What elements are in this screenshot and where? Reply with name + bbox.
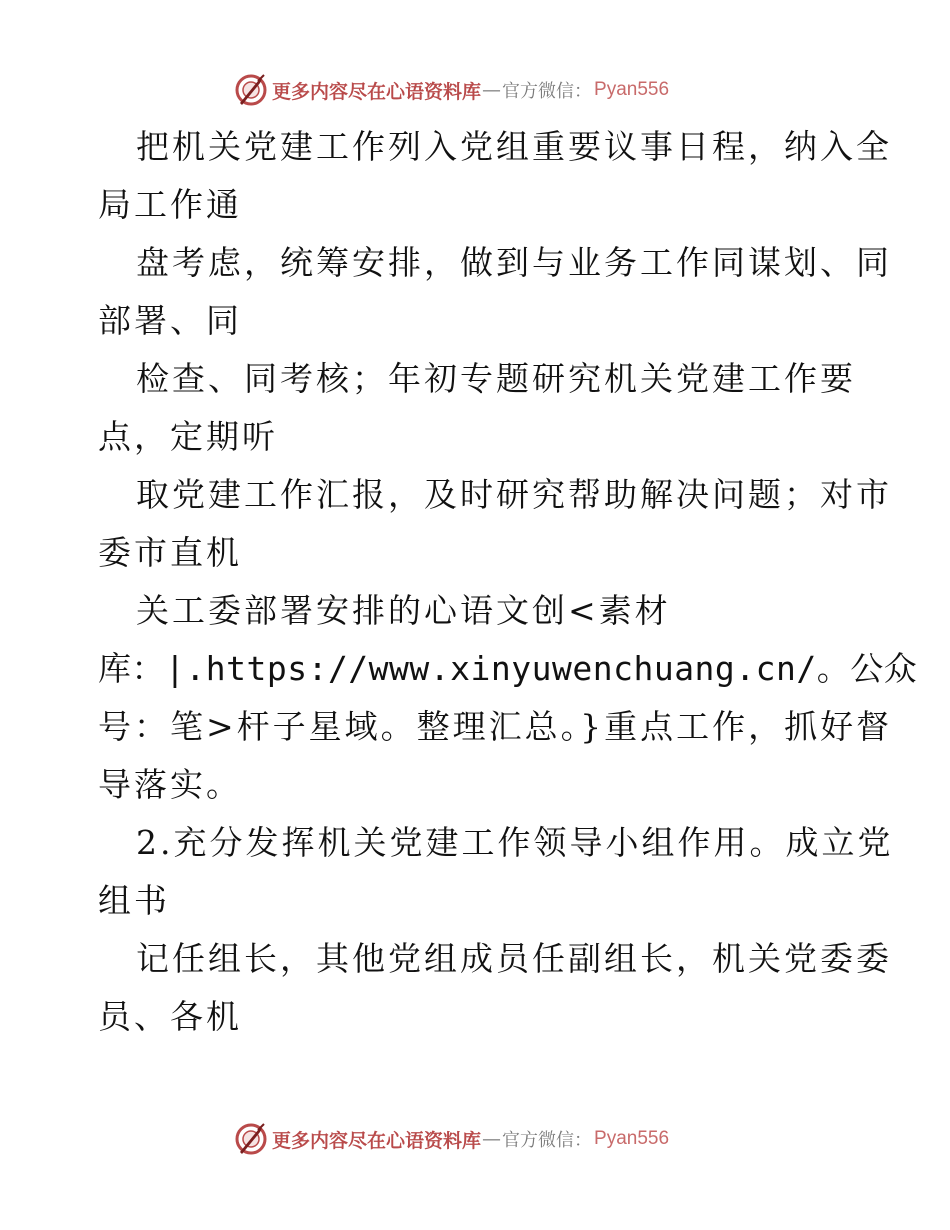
banner-site-text: 更多内容尽在心语资料库 [272,1129,482,1152]
banner-wechat-label: 官方微信： [502,81,593,102]
quill-seal-icon [234,73,268,107]
document-body [98,118,918,1046]
body-line: 局工作通 [98,185,242,224]
body-line: 导落实。 [98,765,242,804]
body-line: 把机关党建工作列入党组重要议事日程，纳入全 [136,127,892,166]
body-line: 点，定期听 [98,417,278,456]
banner-wechat-id: Pyan556 [594,1128,670,1149]
quill-seal-icon [234,1122,268,1156]
body-line: 委市直机 [98,533,242,572]
body-line: 部署、同 [98,301,242,340]
banner-wechat-label: 官方微信： [502,1130,593,1151]
banner-dash: — [482,1128,502,1150]
banner-site-text: 更多内容尽在心语资料库 [272,80,482,103]
header-banner[interactable] [234,72,734,108]
body-line: 检查、同考核；年初专题研究机关党建工作要 [136,359,856,398]
body-line: 号：笔>杆子星域。整理汇总。}重点工作，抓好督 [98,707,893,746]
body-line-url[interactable]: 库：|.https://www.xinyuwenchuang.cn/。公众 [98,649,918,688]
banner-wechat-id: Pyan556 [594,79,670,100]
body-line: 盘考虑，统筹安排，做到与业务工作同谋划、同 [136,243,892,282]
body-line: 员、各机 [98,997,242,1036]
banner-dash: — [482,79,502,101]
body-line: 2.充分发挥机关党建工作领导小组作用。成立党 [136,823,894,862]
body-line: 记任组长，其他党组成员任副组长，机关党委委 [136,939,892,978]
body-line: 关工委部署安排的心语文创<素材 [136,591,671,630]
body-line: 组书 [98,881,170,920]
footer-banner[interactable] [234,1121,734,1157]
body-line: 取党建工作汇报，及时研究帮助解决问题；对市 [136,475,892,514]
